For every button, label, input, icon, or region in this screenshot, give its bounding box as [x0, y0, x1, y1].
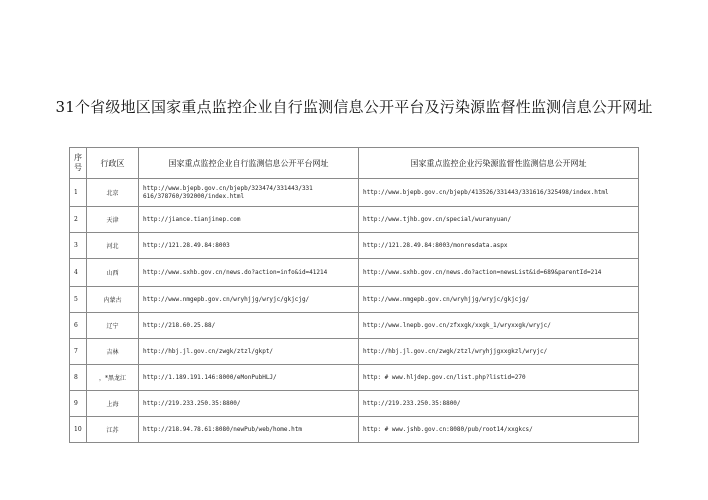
region-name: 山西	[87, 259, 139, 287]
row-number: 6	[70, 313, 87, 339]
table-body	[70, 179, 639, 443]
header-supervisory-url: 国家重点监控企业污染源监督性监测信息公开网址	[359, 148, 639, 179]
supervisory-link[interactable]: http://www.sxhb.gov.cn/news.do?action=newsList&id=689&parentId=214	[359, 259, 639, 287]
region-name: 江苏	[87, 417, 139, 443]
row-number: 5	[70, 287, 87, 313]
self-monitoring-link[interactable]	[139, 179, 359, 207]
self-monitoring-link-line-1: http://www.bjepb.gov.cn/bjepb/323474/331443/331	[143, 184, 313, 192]
row-number: 1	[70, 179, 87, 207]
table-row	[70, 313, 639, 339]
self-monitoring-link[interactable]: http://219.233.250.35:8800/	[139, 391, 359, 417]
row-number: 10	[70, 417, 87, 443]
table-row	[70, 207, 639, 233]
region-name: ，*黑龙江	[87, 365, 139, 391]
self-monitoring-link[interactable]: http://218.60.25.88/	[139, 313, 359, 339]
region-name: 辽宁	[87, 313, 139, 339]
table-row	[70, 287, 639, 313]
header-no: 序号	[70, 148, 87, 179]
header-region: 行政区	[87, 148, 139, 179]
supervisory-link[interactable]: http://www.bjepb.gov.cn/bjepb/413526/331443/331616/325498/index.html	[359, 179, 639, 207]
header-row	[70, 148, 639, 179]
region-name: 北京	[87, 179, 139, 207]
supervisory-link[interactable]: http://121.28.49.84:8003/monresdata.aspx	[359, 233, 639, 259]
self-monitoring-link[interactable]: http://1.189.191.146:8000/eMonPubHLJ/	[139, 365, 359, 391]
row-number: 4	[70, 259, 87, 287]
document-title: 31个省级地区国家重点监控企业自行监测信息公开平台及污染源监督性监测信息公开网址	[55, 98, 653, 116]
supervisory-link[interactable]: http://www.nmgepb.gov.cn/wryhjjg/wryjc/gkjcjg/	[359, 287, 639, 313]
region-name: 上海	[87, 391, 139, 417]
row-number: 7	[70, 339, 87, 365]
row-number: 2	[70, 207, 87, 233]
self-monitoring-link[interactable]: http://www.sxhb.gov.cn/news.do?action=info&id=41214	[139, 259, 359, 287]
table-row	[70, 365, 639, 391]
header-self-monitoring-url: 国家重点监控企业自行监测信息公开平台网址	[139, 148, 359, 179]
self-monitoring-link[interactable]: http://jiance.tianjinep.com	[139, 207, 359, 233]
table-header	[70, 148, 639, 179]
table-row	[70, 259, 639, 287]
region-name: 内蒙古	[87, 287, 139, 313]
supervisory-link[interactable]: http: # www.hljdep.gov.cn/list.php?listid=270	[359, 365, 639, 391]
table-row	[70, 391, 639, 417]
row-number: 3	[70, 233, 87, 259]
self-monitoring-link[interactable]: http://218.94.78.61:8080/newPub/web/home.htm	[139, 417, 359, 443]
self-monitoring-link[interactable]: http://121.28.49.84:8003	[139, 233, 359, 259]
table-row	[70, 179, 639, 207]
self-monitoring-link[interactable]: http://hbj.jl.gov.cn/zwgk/ztzl/gkpt/	[139, 339, 359, 365]
self-monitoring-link[interactable]: http://www.nmgepb.gov.cn/wryhjjg/wryjc/gkjcjg/	[139, 287, 359, 313]
table-row	[70, 417, 639, 443]
table-row	[70, 339, 639, 365]
table-row	[70, 233, 639, 259]
supervisory-link[interactable]: http://hbj.jl.gov.cn/zwgk/ztzl/wryhjjgxxgkzl/wryjc/	[359, 339, 639, 365]
supervisory-link[interactable]: http://www.lnepb.gov.cn/zfxxgk/xxgk_1/wryxxgk/wryjc/	[359, 313, 639, 339]
supervisory-link[interactable]: http: # www.jshb.gov.cn:8080/pub/root14/xxgkcs/	[359, 417, 639, 443]
supervisory-link[interactable]: http://www.tjhb.gov.cn/special/wuranyuan/	[359, 207, 639, 233]
row-number: 8	[70, 365, 87, 391]
supervisory-link[interactable]: http://219.233.250.35:8800/	[359, 391, 639, 417]
row-number: 9	[70, 391, 87, 417]
region-name: 吉林	[87, 339, 139, 365]
monitoring-sites-table	[69, 147, 639, 443]
self-monitoring-link-line-2: 616/378760/392000/index.html	[143, 192, 245, 200]
region-name: 河北	[87, 233, 139, 259]
region-name: 天津	[87, 207, 139, 233]
